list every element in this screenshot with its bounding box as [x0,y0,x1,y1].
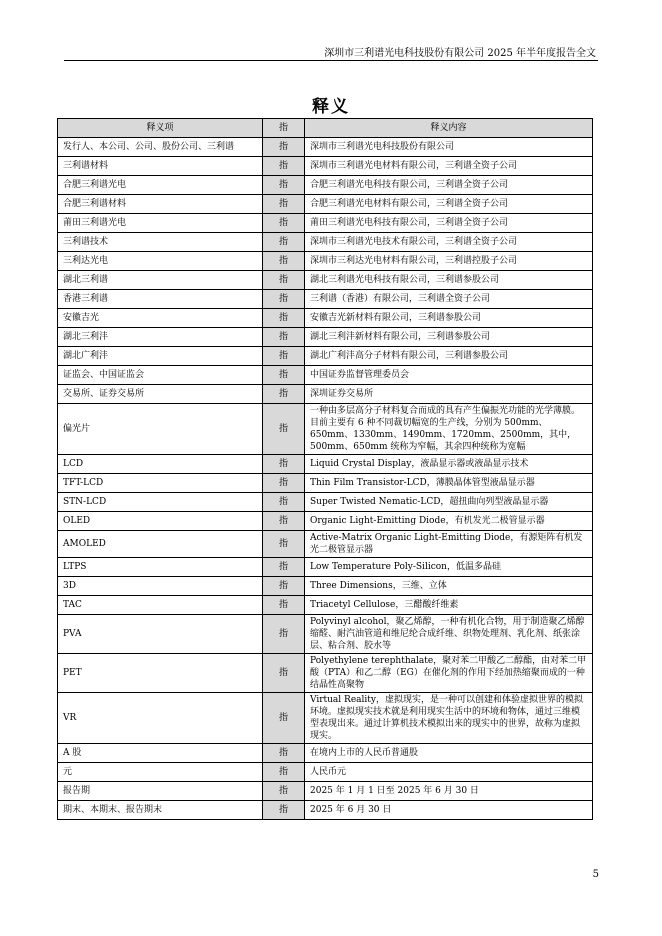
definition-cell: Polyvinyl alcohol，聚乙烯醇，一种有机化合物，用于制造聚乙烯醇缩醛、耐汽油管道和维尼纶合成纤维、织物处理剂、乳化剂、纸张涂层、粘合剂、胶水等 [305,615,593,654]
definition-cell: 三利谱（香港）有限公司，三利谱全资子公司 [305,290,593,309]
definition-cell: Thin Film Transistor-LCD，薄膜晶体管型液晶显示器 [305,474,593,493]
page-number: 5 [592,869,599,880]
definitions-table [57,118,593,820]
table-row [58,512,593,531]
table-header-row [58,119,593,138]
table-row [58,596,593,615]
table-row [58,693,593,744]
table-row [58,347,593,366]
ref-cell: 指 [263,404,305,455]
table-row [58,577,593,596]
term-cell: 报告期 [58,782,263,801]
table-row [58,531,593,558]
term-cell: 安徽吉光 [58,309,263,328]
term-cell: PET [58,654,263,693]
ref-cell: 指 [263,801,305,820]
definition-cell: 湖北三利沣新材料有限公司，三利谱参股公司 [305,328,593,347]
definition-cell: 中国证券监督管理委员会 [305,366,593,385]
ref-cell: 指 [263,782,305,801]
term-cell: 湖北三利谱 [58,271,263,290]
term-cell: 期末、本期末、报告期末 [58,801,263,820]
header-term: 释义项 [58,119,263,138]
term-cell: 发行人、本公司、公司、股份公司、三利谱 [58,138,263,157]
ref-cell: 指 [263,577,305,596]
table-row [58,366,593,385]
ref-cell: 指 [263,366,305,385]
term-cell: LCD [58,455,263,474]
definition-cell: 深圳证券交易所 [305,385,593,404]
table-row [58,290,593,309]
table-row [58,252,593,271]
table-row [58,763,593,782]
definition-cell: Super Twisted Nematic-LCD，超扭曲向列型液晶显示器 [305,493,593,512]
table-row [58,233,593,252]
term-cell: STN-LCD [58,493,263,512]
definition-cell: Low Temperature Poly-Silicon，低温多晶硅 [305,558,593,577]
table-row [58,271,593,290]
term-cell: 三利谱材料 [58,157,263,176]
table-row [58,309,593,328]
definition-cell: Polyethylene terephthalate，聚对苯二甲酸乙二醇酯，由对苯二甲酸（PTA）和乙二醇（EG）在催化剂的作用下经加热缩聚而成的一种结晶性高聚物 [305,654,593,693]
ref-cell: 指 [263,347,305,366]
table-row [58,744,593,763]
term-cell: 合肥三利谱材料 [58,195,263,214]
table-row [58,385,593,404]
table-row [58,474,593,493]
term-cell: TAC [58,596,263,615]
ref-cell: 指 [263,157,305,176]
ref-cell: 指 [263,596,305,615]
term-cell: 3D [58,577,263,596]
table-row [58,195,593,214]
ref-cell: 指 [263,290,305,309]
ref-cell: 指 [263,474,305,493]
header-ref: 指 [263,119,305,138]
ref-cell: 指 [263,531,305,558]
term-cell: 湖北广利沣 [58,347,263,366]
definition-cell: 合肥三利谱光电材料有限公司，三利谱全资子公司 [305,195,593,214]
ref-cell: 指 [263,195,305,214]
term-cell: AMOLED [58,531,263,558]
definition-cell: 湖北广利沣高分子材料有限公司，三利谱参股公司 [305,347,593,366]
header-definition: 释义内容 [305,119,593,138]
ref-cell: 指 [263,176,305,195]
table-row [58,654,593,693]
ref-cell: 指 [263,558,305,577]
definition-cell: Active-Matrix Organic Light-Emitting Diode，有源矩阵有机发光二极管显示器 [305,531,593,558]
page-title: 释义 [312,97,350,117]
ref-cell: 指 [263,252,305,271]
ref-cell: 指 [263,309,305,328]
ref-cell: 指 [263,138,305,157]
term-cell: 莆田三利谱光电 [58,214,263,233]
definition-cell: Triacetyl Cellulose，三醋酸纤维素 [305,596,593,615]
ref-cell: 指 [263,615,305,654]
table-row [58,214,593,233]
term-cell: 三利达光电 [58,252,263,271]
table-row [58,801,593,820]
header-rule [64,60,598,61]
table-row [58,493,593,512]
definition-cell: 2025 年 6 月 30 日 [305,801,593,820]
table-row [58,782,593,801]
term-cell: A 股 [58,744,263,763]
ref-cell: 指 [263,693,305,744]
term-cell: 偏光片 [58,404,263,455]
definition-cell: Three Dimensions，三维、立体 [305,577,593,596]
term-cell: OLED [58,512,263,531]
term-cell: 三利谱技术 [58,233,263,252]
definition-cell: 在境内上市的人民币普通股 [305,744,593,763]
term-cell: PVA [58,615,263,654]
definition-cell: 湖北三利谱光电科技有限公司，三利谱参股公司 [305,271,593,290]
table-row [58,558,593,577]
definition-cell: 莆田三利谱光电科技有限公司，三利谱全资子公司 [305,214,593,233]
term-cell: VR [58,693,263,744]
table-row [58,328,593,347]
definition-cell: Organic Light-Emitting Diode，有机发光二极管显示器 [305,512,593,531]
table-row [58,157,593,176]
ref-cell: 指 [263,214,305,233]
table-row [58,615,593,654]
table-row [58,404,593,455]
table-row [58,455,593,474]
definition-cell: Liquid Crystal Display，液晶显示器或液晶显示技术 [305,455,593,474]
ref-cell: 指 [263,328,305,347]
definition-cell: 安徽吉光新材料有限公司，三利谱参股公司 [305,309,593,328]
ref-cell: 指 [263,233,305,252]
definition-cell: 2025 年 1 月 1 日至 2025 年 6 月 30 日 [305,782,593,801]
term-cell: 合肥三利谱光电 [58,176,263,195]
term-cell: TFT-LCD [58,474,263,493]
definition-cell: 深圳市三利谱光电技术有限公司，三利谱全资子公司 [305,233,593,252]
ref-cell: 指 [263,385,305,404]
term-cell: 湖北三利沣 [58,328,263,347]
term-cell: LTPS [58,558,263,577]
definition-cell: Virtual Reality，虚拟现实，是一种可以创建和体验虚拟世界的模拟环境。虚拟现实技术就是利用现实生活中的环境和物体，通过三维模型表现出来。通过计算机技术模拟出来的现实中的世界，故称为虚拟现实。 [305,693,593,744]
definition-cell: 人民币元 [305,763,593,782]
ref-cell: 指 [263,654,305,693]
definition-cell: 深圳市三利谱光电科技股份有限公司 [305,138,593,157]
term-cell: 证监会、中国证监会 [58,366,263,385]
ref-cell: 指 [263,493,305,512]
table-body [58,138,593,820]
ref-cell: 指 [263,271,305,290]
page-header: 深圳市三利谱光电科技股份有限公司 2025 年半年度报告全文 [324,48,596,59]
ref-cell: 指 [263,744,305,763]
term-cell: 元 [58,763,263,782]
definition-cell: 一种由多层高分子材料复合而成的具有产生偏振光功能的光学薄膜。目前主要有 6 种不同裁切幅宽的生产线，分别为 500mm、650mm、1330mm、1490mm、1720mm、2500mm，其中，500mm、650mm 统称为窄幅，其余四种统称为宽幅 [305,404,593,455]
ref-cell: 指 [263,512,305,531]
table-row [58,138,593,157]
definition-cell: 深圳市三利谱光电材料有限公司，三利谱全资子公司 [305,157,593,176]
table-row [58,176,593,195]
term-cell: 香港三利谱 [58,290,263,309]
definition-cell: 深圳市三利达光电材料有限公司，三利谱控股子公司 [305,252,593,271]
ref-cell: 指 [263,455,305,474]
term-cell: 交易所、证券交易所 [58,385,263,404]
ref-cell: 指 [263,763,305,782]
definition-cell: 合肥三利谱光电科技有限公司，三利谱全资子公司 [305,176,593,195]
